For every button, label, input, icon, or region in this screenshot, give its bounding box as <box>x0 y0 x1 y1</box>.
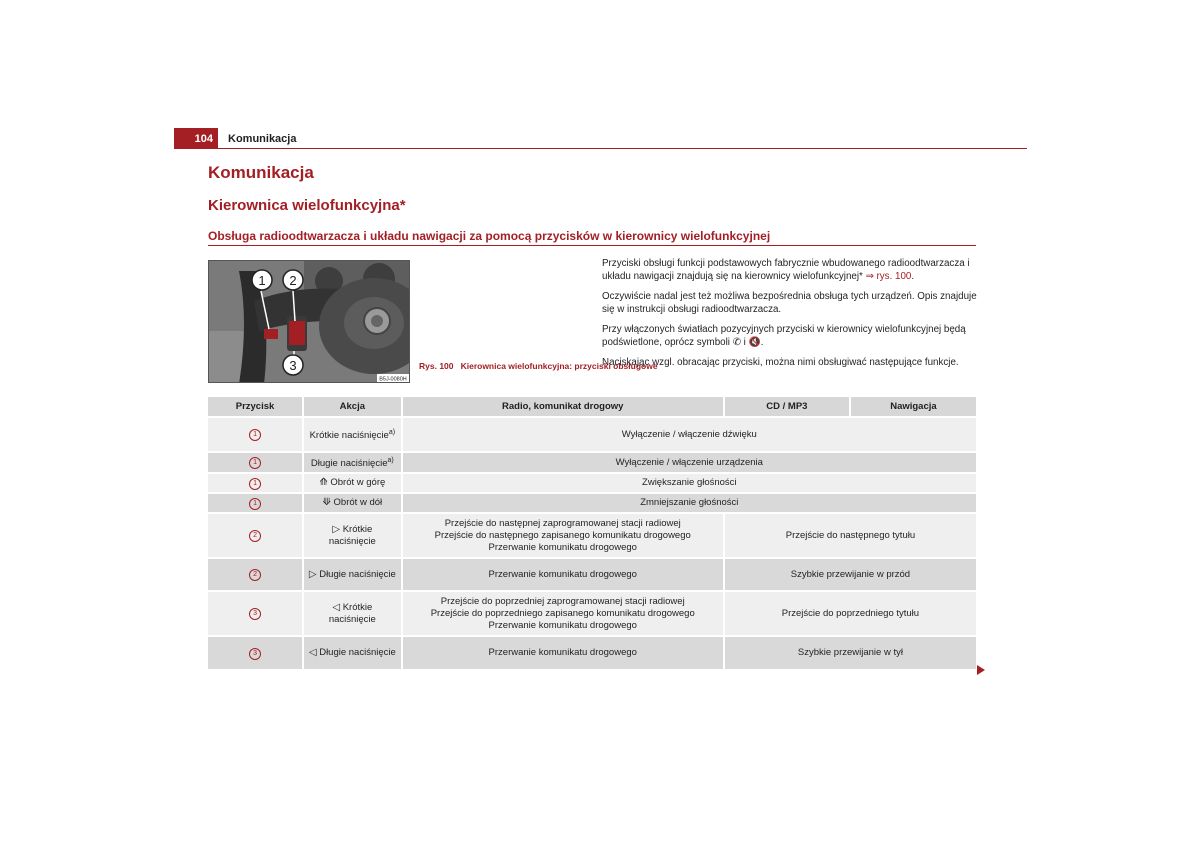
header-divider <box>174 148 1027 149</box>
action-cell: ⟱ Obrót w dół <box>303 493 402 513</box>
paragraph-2: Oczywiście nadal jest też możliwa bezpośrednia obsługa tych urządzeń. Opis znajduje się w instrukcji obsługi radioodtwarzacza. <box>602 291 977 315</box>
paragraph-3: Przy włączonych światłach pozycyjnych przyciski w kierownicy wielofunkcyjnej będą podświetlone, oprócz symboli ✆ i 🔇. <box>602 324 966 348</box>
functions-table <box>208 397 976 669</box>
running-header-title: Komunikacja <box>228 133 297 145</box>
steering-wheel-illustration <box>209 261 410 383</box>
action-cell: ▷ Krótkie naciśnięcie <box>303 513 402 558</box>
subsection-divider <box>208 245 976 246</box>
steering-wheel-figure <box>208 260 410 383</box>
function-cell: Zwiększanie głośności <box>402 473 976 493</box>
paragraph-1: Przyciski obsługi funkcji podstawowych fabrycznie wbudowanego radioodtwarzacza i układu nawigacji znajdują się na kierownicy wielofunkcyjnej* ⇒ rys. 100. <box>602 258 970 282</box>
action-cell: Krótkie naciśnięcie$^{a)}$ <box>303 417 402 452</box>
col-header-nav: Nawigacja <box>850 397 976 417</box>
next-icon: ▷ <box>308 568 317 580</box>
cd-cell: Przejście do następnego tytułu <box>724 513 976 558</box>
next-page-triangle-icon[interactable] <box>977 665 985 675</box>
callout-1: 1 <box>258 273 266 288</box>
function-cell: Zmniejszanie głośności <box>402 493 976 513</box>
cd-cell: Szybkie przewijanie w przód <box>724 558 976 591</box>
cd-cell: Przejście do poprzedniego tytułu <box>724 591 976 636</box>
cd-cell: Szybkie przewijanie w tył <box>724 636 976 669</box>
table-row <box>208 558 976 591</box>
action-cell: ◁ Krótkie naciśnięcie <box>303 591 402 636</box>
action-cell: Długie naciśnięcie$^{a)}$ <box>303 452 402 473</box>
table-row <box>208 473 976 493</box>
page-number: 104 <box>174 128 218 149</box>
function-cell: Wyłączenie / włączenie dźwięku <box>402 417 976 452</box>
figure-code: B5J-0080H <box>379 376 407 383</box>
button-number-badge: 2 <box>249 569 261 581</box>
figure-caption-text: Kierownica wielofunkcyjna: przyciski obsługowe <box>460 361 658 371</box>
mute-icon: 🔇 <box>748 337 761 348</box>
table-header-row <box>208 397 976 417</box>
next-icon: ▷ <box>332 523 341 535</box>
figure-reference-link[interactable]: ⇒ rys. 100 <box>865 271 912 282</box>
table-row <box>208 493 976 513</box>
callout-3: 3 <box>289 358 297 373</box>
radio-cell: Przejście do następnej zaprogramowanej stacji radiowej Przejście do następnego zapisanego komunikatu drogowego Przerwanie komunikatu drogowego <box>402 513 724 558</box>
button-number-badge: 3 <box>249 648 261 660</box>
section-title: Kierownica wielofunkcyjna* <box>208 197 406 214</box>
button-number-badge: 3 <box>249 608 261 620</box>
button-number-badge: 1 <box>249 429 261 441</box>
col-header-cd: CD / MP3 <box>724 397 850 417</box>
table-row <box>208 591 976 636</box>
previous-icon: ◁ <box>308 647 317 659</box>
function-cell: Wyłączenie / włączenie urządzenia <box>402 452 976 473</box>
col-header-button: Przycisk <box>208 397 303 417</box>
previous-icon: ◁ <box>332 601 341 613</box>
phone-icon: ✆ <box>732 337 741 348</box>
action-cell: ▷ Długie naciśnięcie <box>303 558 402 591</box>
paragraph-4: Naciskając wzgl. obracając przyciski, można nimi obsługiwać następujące funkcje. <box>602 357 959 368</box>
radio-cell: Przerwanie komunikatu drogowego <box>402 558 724 591</box>
callout-2: 2 <box>289 273 297 288</box>
button-number-badge: 1 <box>249 457 261 469</box>
radio-cell: Przerwanie komunikatu drogowego <box>402 636 724 669</box>
col-header-radio: Radio, komunikat drogowy <box>402 397 724 417</box>
button-number-badge: 1 <box>249 498 261 510</box>
body-text <box>602 257 978 376</box>
table-row <box>208 452 976 473</box>
button-number-badge: 1 <box>249 478 261 490</box>
table-row <box>208 513 976 558</box>
table-row <box>208 636 976 669</box>
rotate-up-icon: ⟰ <box>319 477 328 489</box>
action-cell: ◁ Długie naciśnięcie <box>303 636 402 669</box>
action-cell: ⟰ Obrót w górę <box>303 473 402 493</box>
subsection-title: Obsługa radioodtwarzacza i układu nawigacji za pomocą przycisków w kierownicy wielofunkcyjnej <box>208 229 771 243</box>
button-number-badge: 2 <box>249 530 261 542</box>
table-row <box>208 417 976 452</box>
radio-cell: Przejście do poprzedniej zaprogramowanej stacji radiowej Przejście do poprzedniego zapisanego komunikatu drogowego Przerwanie komunikatu drogowego <box>402 591 724 636</box>
chapter-title: Komunikacja <box>208 163 314 182</box>
rotate-down-icon: ⟱ <box>322 497 331 509</box>
col-header-action: Akcja <box>303 397 402 417</box>
figure-caption-label: Rys. 100 <box>419 361 454 371</box>
